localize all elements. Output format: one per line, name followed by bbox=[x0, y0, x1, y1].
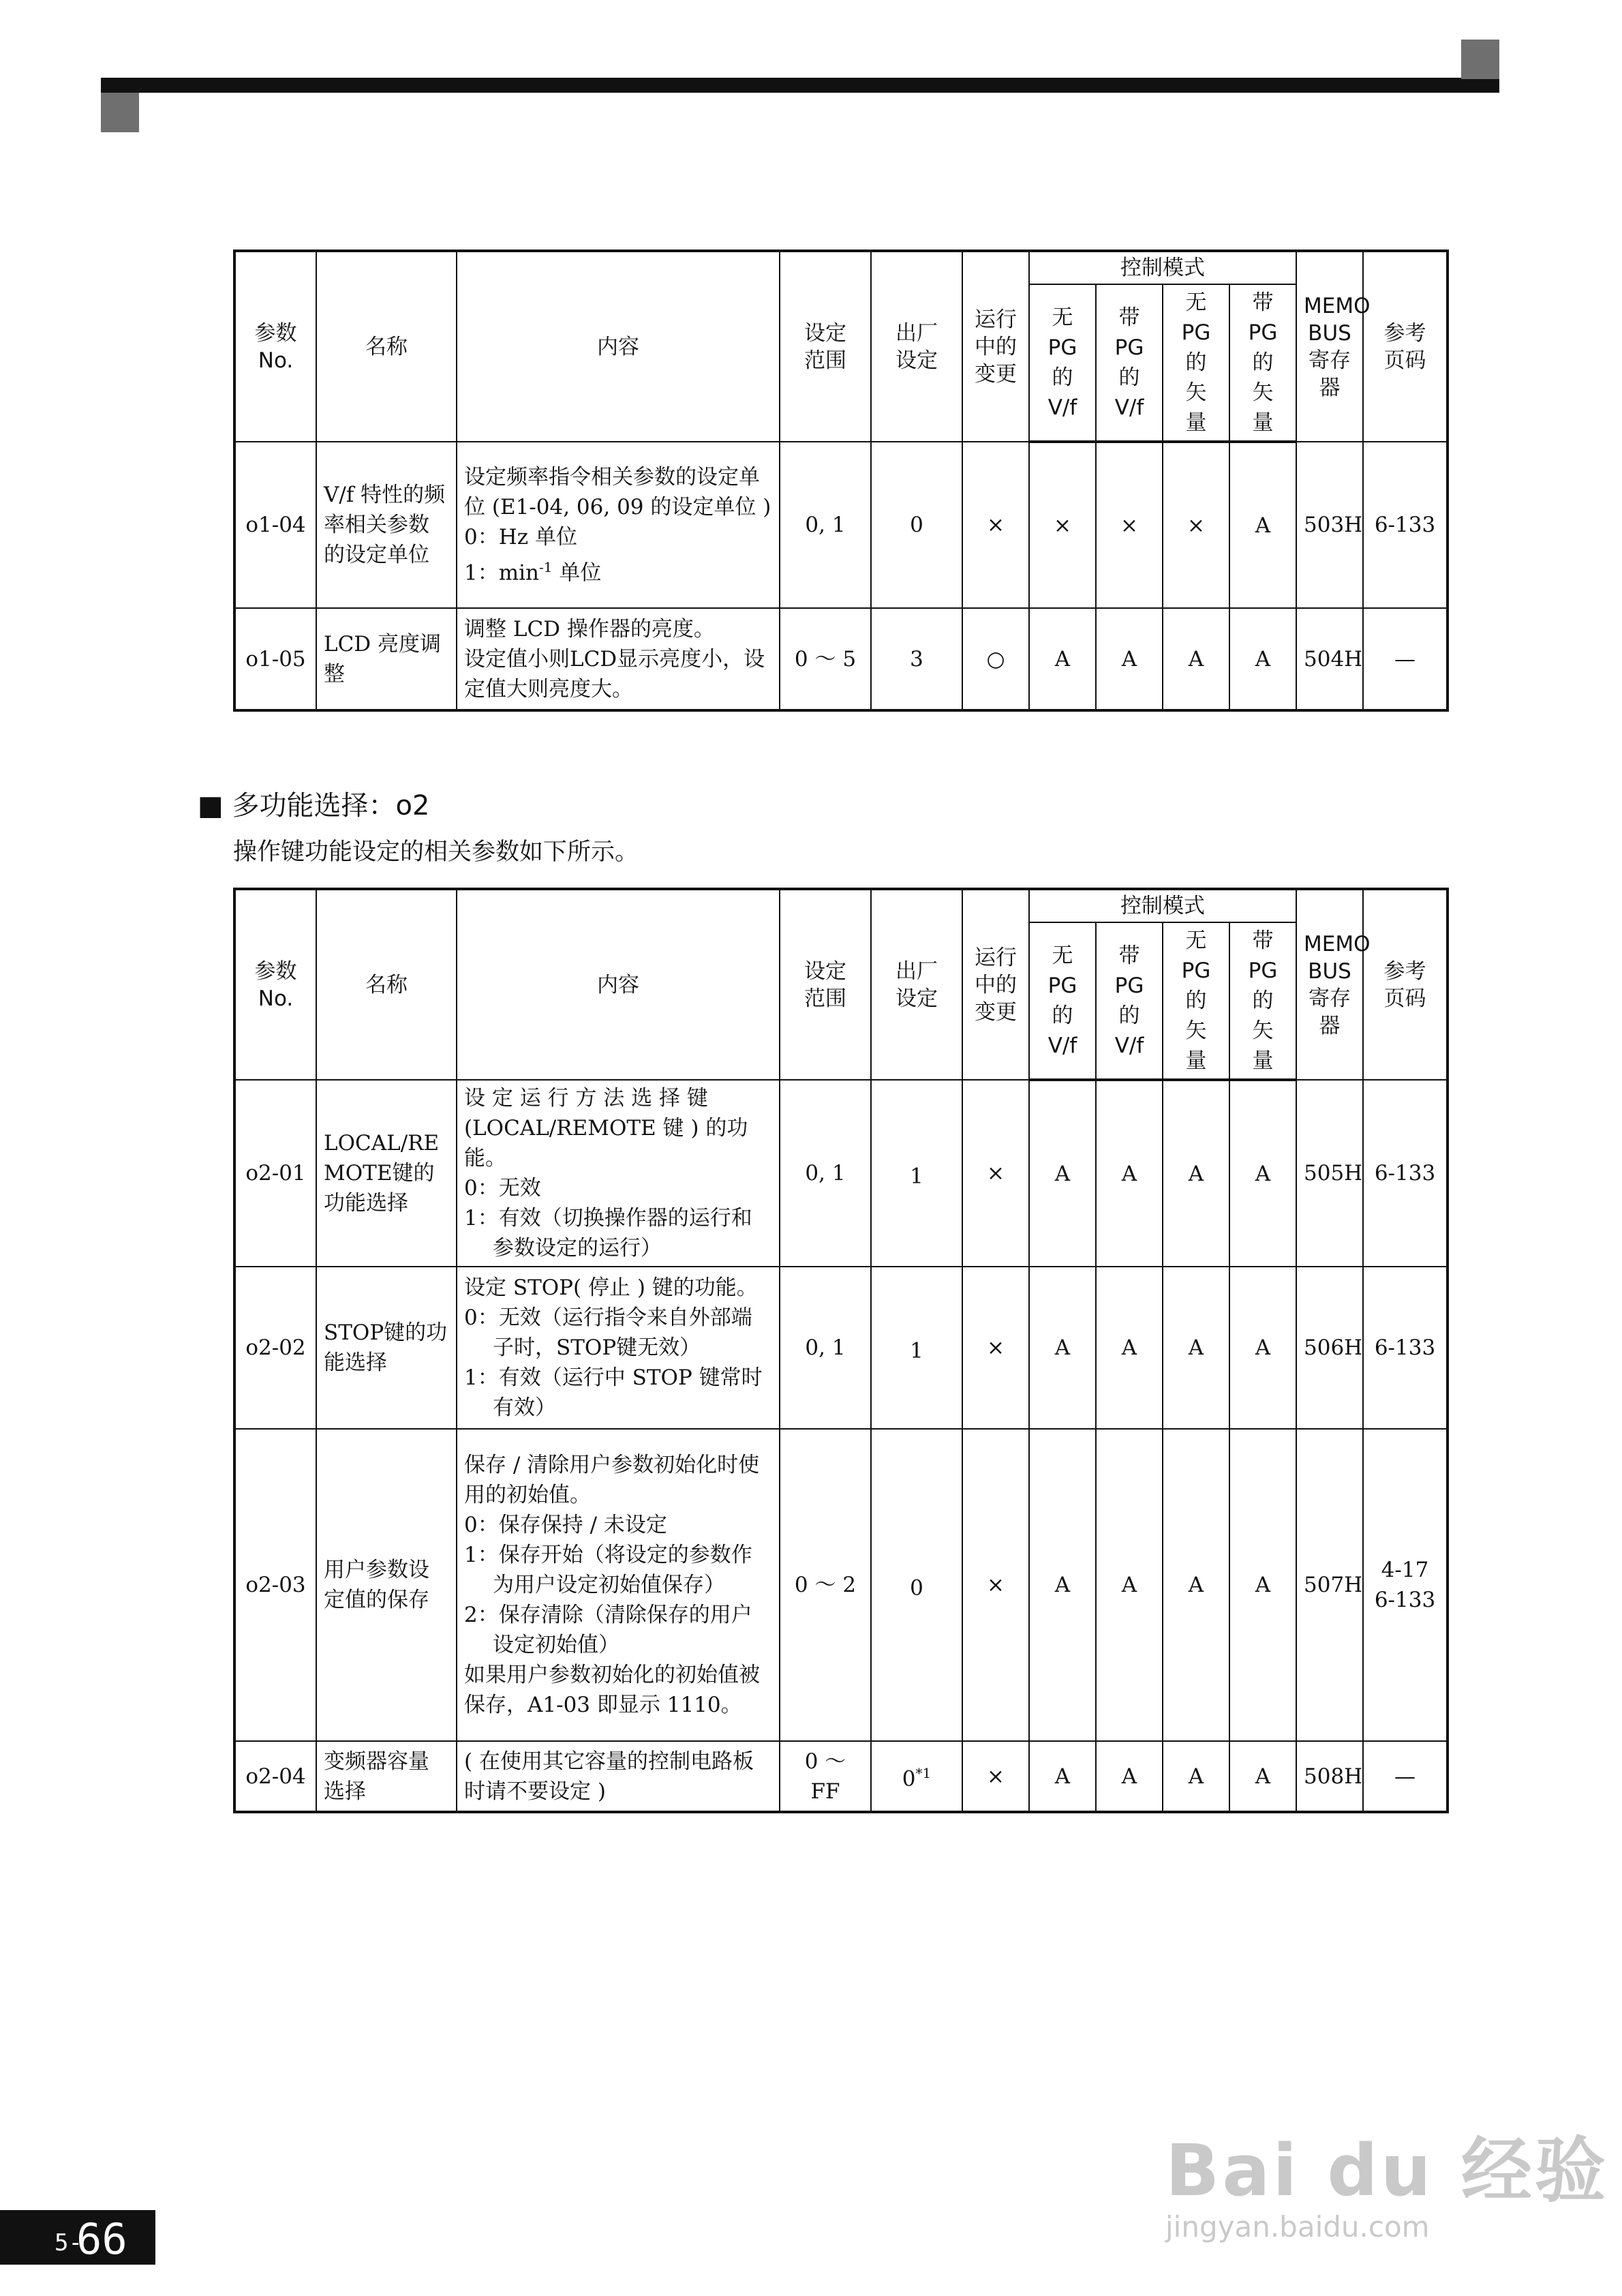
mode-value: × bbox=[1096, 442, 1163, 608]
param-range: 0, 1 bbox=[780, 1080, 871, 1267]
content-option: 1：$\min^{-1}$ 单位 bbox=[464, 558, 602, 586]
content-line: 设定值小则LCD显示亮度小，设定值大则亮度大。 bbox=[464, 646, 765, 701]
page-number bbox=[0, 2210, 155, 2265]
mode-value: × bbox=[1163, 442, 1229, 608]
param-content bbox=[457, 442, 780, 608]
mode-value: A bbox=[1229, 608, 1296, 710]
param-ref: 4-17 6-133 bbox=[1363, 1429, 1448, 1741]
header-param-no: 参数 No. bbox=[234, 889, 316, 1080]
mode-value: A bbox=[1229, 1080, 1296, 1267]
table-row bbox=[234, 608, 1448, 710]
table-row bbox=[234, 442, 1448, 608]
param-memobus: 504H bbox=[1296, 608, 1363, 710]
header-memobus: MEMO BUS 寄存 器 bbox=[1296, 251, 1363, 442]
mode-value: × bbox=[1029, 442, 1096, 608]
header-mode-4: 带 PG 的 矢 量 bbox=[1229, 922, 1296, 1080]
param-change: × bbox=[962, 1080, 1029, 1267]
mode-value: A bbox=[1163, 1080, 1229, 1267]
mode-value: A bbox=[1096, 1741, 1163, 1812]
param-no: o2-04 bbox=[234, 1741, 316, 1812]
param-range: 0 ～ FF bbox=[780, 1741, 871, 1812]
header-change-run: 运行 中的 变更 bbox=[962, 889, 1029, 1080]
header-range: 设定 范围 bbox=[780, 889, 871, 1080]
param-factory: 1 bbox=[871, 1267, 962, 1429]
mode-value: A bbox=[1029, 608, 1096, 710]
mode-value: A bbox=[1096, 1429, 1163, 1741]
mode-value: A bbox=[1163, 1267, 1229, 1429]
param-name: 变频器容量选择 bbox=[316, 1741, 457, 1812]
content-line: 如果用户参数初始化的初始值被保存，A1-03 即显示 1110。 bbox=[464, 1663, 760, 1717]
header-change-run: 运行 中的 变更 bbox=[962, 251, 1029, 442]
content-line: 调整 LCD 操作器的亮度。 bbox=[464, 616, 715, 641]
param-content bbox=[457, 1267, 780, 1429]
param-range: 0 ～ 5 bbox=[780, 608, 871, 710]
param-no: o2-03 bbox=[234, 1429, 316, 1741]
mode-value: A bbox=[1229, 1429, 1296, 1741]
header-mode-3: 无 PG 的 矢 量 bbox=[1163, 284, 1229, 442]
mode-value: A bbox=[1029, 1429, 1096, 1741]
param-change: × bbox=[962, 1429, 1029, 1741]
table-row bbox=[234, 1267, 1448, 1429]
param-no: o1-05 bbox=[234, 608, 316, 710]
param-name: 用户参数设定值的保存 bbox=[316, 1429, 457, 1741]
param-memobus: 506H bbox=[1296, 1267, 1363, 1429]
header-content: 内容 bbox=[457, 889, 780, 1080]
param-factory: 1 bbox=[871, 1080, 962, 1267]
header-mode-2: 带 PG 的 V/f bbox=[1096, 284, 1163, 442]
page-prefix: 5- bbox=[55, 2229, 82, 2256]
param-change: × bbox=[962, 1741, 1029, 1812]
mode-value: A bbox=[1096, 1267, 1163, 1429]
header-ref-page: 参考 页码 bbox=[1363, 889, 1448, 1080]
param-no: o2-02 bbox=[234, 1267, 316, 1429]
header-range: 设定 范围 bbox=[780, 251, 871, 442]
section-intro: 操作键功能设定的相关参数如下所示。 bbox=[233, 839, 639, 866]
param-name: LOCAL/REMOTE键的功能选择 bbox=[316, 1080, 457, 1267]
content-option: 0：保存保持 / 未设定 bbox=[464, 1513, 667, 1537]
param-factory: 0$^{*1}$ bbox=[871, 1741, 962, 1812]
param-factory: 0 bbox=[871, 442, 962, 608]
param-change: × bbox=[962, 442, 1029, 608]
table-row bbox=[234, 1080, 1448, 1267]
header-factory: 出厂 设定 bbox=[871, 251, 962, 442]
param-ref: — bbox=[1363, 1741, 1448, 1812]
content-option: 2：保存清除（清除保存的用户设定初始值） bbox=[464, 1603, 752, 1657]
mode-value: A bbox=[1229, 1741, 1296, 1812]
header-param-no: 参数 No. bbox=[234, 251, 316, 442]
baidu-watermark bbox=[1165, 2113, 1608, 2244]
page-number-value: 66 bbox=[76, 2214, 127, 2264]
watermark-url: jingyan.baidu.com bbox=[1165, 2210, 1430, 2244]
mode-value: A bbox=[1229, 442, 1296, 608]
table-row bbox=[234, 1429, 1448, 1741]
param-name: LCD 亮度调整 bbox=[316, 608, 457, 710]
param-memobus: 505H bbox=[1296, 1080, 1363, 1267]
content-line: ( 在使用其它容量的控制电路板时请不要设定 ) bbox=[464, 1749, 754, 1804]
param-memobus: 508H bbox=[1296, 1741, 1363, 1812]
param-memobus: 503H bbox=[1296, 442, 1363, 608]
param-ref: 6-133 bbox=[1363, 442, 1448, 608]
mode-value: A bbox=[1029, 1267, 1096, 1429]
parameter-table-o1 bbox=[233, 250, 1449, 712]
watermark-logo: Bai du 经验 bbox=[1165, 2129, 1608, 2212]
header-control-mode: 控制模式 bbox=[1029, 251, 1296, 284]
param-no: o2-01 bbox=[234, 1080, 316, 1267]
param-ref: 6-133 bbox=[1363, 1080, 1448, 1267]
param-factory: 3 bbox=[871, 608, 962, 710]
param-name: STOP键的功能选择 bbox=[316, 1267, 457, 1429]
param-range: 0, 1 bbox=[780, 442, 871, 608]
param-factory: 0 bbox=[871, 1429, 962, 1741]
section-bullet: ■ bbox=[198, 790, 224, 821]
header-mode-1: 无 PG 的 V/f bbox=[1029, 922, 1096, 1080]
mode-value: A bbox=[1096, 608, 1163, 710]
header-memobus: MEMO BUS 寄存 器 bbox=[1296, 889, 1363, 1080]
param-ref: — bbox=[1363, 608, 1448, 710]
content-line: 设定 STOP( 停止 ) 键的功能。 bbox=[464, 1275, 758, 1300]
header-mode-4: 带 PG 的 矢 量 bbox=[1229, 284, 1296, 442]
parameter-table-o2 bbox=[233, 888, 1449, 1813]
param-change: × bbox=[962, 1267, 1029, 1429]
table-row bbox=[234, 1741, 1448, 1812]
header-factory: 出厂 设定 bbox=[871, 889, 962, 1080]
mode-value: A bbox=[1229, 1267, 1296, 1429]
content-option: 1：有效（运行中 STOP 键常时有效） bbox=[464, 1365, 763, 1420]
content-line: 设 定 运 行 方 法 选 择 键 (LOCAL/REMOTE 键 ) 的功能。 bbox=[464, 1086, 748, 1170]
param-range: 0 ～ 2 bbox=[780, 1429, 871, 1741]
header-name: 名称 bbox=[316, 889, 457, 1080]
content-line: 保存 / 清除用户参数初始化时使用的初始值。 bbox=[464, 1453, 760, 1507]
param-no: o1-04 bbox=[234, 442, 316, 608]
mode-value: A bbox=[1163, 608, 1229, 710]
header-mode-1: 无 PG 的 V/f bbox=[1029, 284, 1096, 442]
header-square-right bbox=[1461, 40, 1499, 79]
param-ref: 6-133 bbox=[1363, 1267, 1448, 1429]
header-mode-2: 带 PG 的 V/f bbox=[1096, 922, 1163, 1080]
param-content bbox=[457, 1429, 780, 1741]
header-content: 内容 bbox=[457, 251, 780, 442]
content-option: 0：无效（运行指令来自外部端子时，STOP键无效） bbox=[464, 1305, 752, 1360]
content-option: 0：无效 bbox=[464, 1176, 541, 1200]
mode-value: A bbox=[1163, 1741, 1229, 1812]
content-option: 1：保存开始（将设定的参数作为用户设定初始值保存） bbox=[464, 1543, 752, 1597]
header-ref-page: 参考 页码 bbox=[1363, 251, 1448, 442]
param-change: ○ bbox=[962, 608, 1029, 710]
content-line: 设定频率指令相关参数的设定单位 (E1-04, 06, 09 的设定单位 ) bbox=[464, 464, 771, 519]
header-square-left bbox=[101, 93, 139, 132]
param-content bbox=[457, 1080, 780, 1267]
header-mode-3: 无 PG 的 矢 量 bbox=[1163, 922, 1229, 1080]
header-bar bbox=[101, 78, 1499, 93]
param-range: 0, 1 bbox=[780, 1267, 871, 1429]
mode-value: A bbox=[1029, 1741, 1096, 1812]
content-option: 1：有效（切换操作器的运行和参数设定的运行） bbox=[464, 1206, 752, 1260]
param-memobus: 507H bbox=[1296, 1429, 1363, 1741]
content-option: 0：Hz 单位 bbox=[464, 524, 577, 549]
section-title: 多功能选择：o2 bbox=[232, 790, 430, 821]
header-name: 名称 bbox=[316, 251, 457, 442]
param-content bbox=[457, 608, 780, 710]
mode-value: A bbox=[1163, 1429, 1229, 1741]
header-control-mode: 控制模式 bbox=[1029, 889, 1296, 922]
param-name: V/f 特性的频率相关参数的设定单位 bbox=[316, 442, 457, 608]
mode-value: A bbox=[1029, 1080, 1096, 1267]
param-content bbox=[457, 1741, 780, 1812]
mode-value: A bbox=[1096, 1080, 1163, 1267]
section-heading bbox=[198, 784, 429, 823]
